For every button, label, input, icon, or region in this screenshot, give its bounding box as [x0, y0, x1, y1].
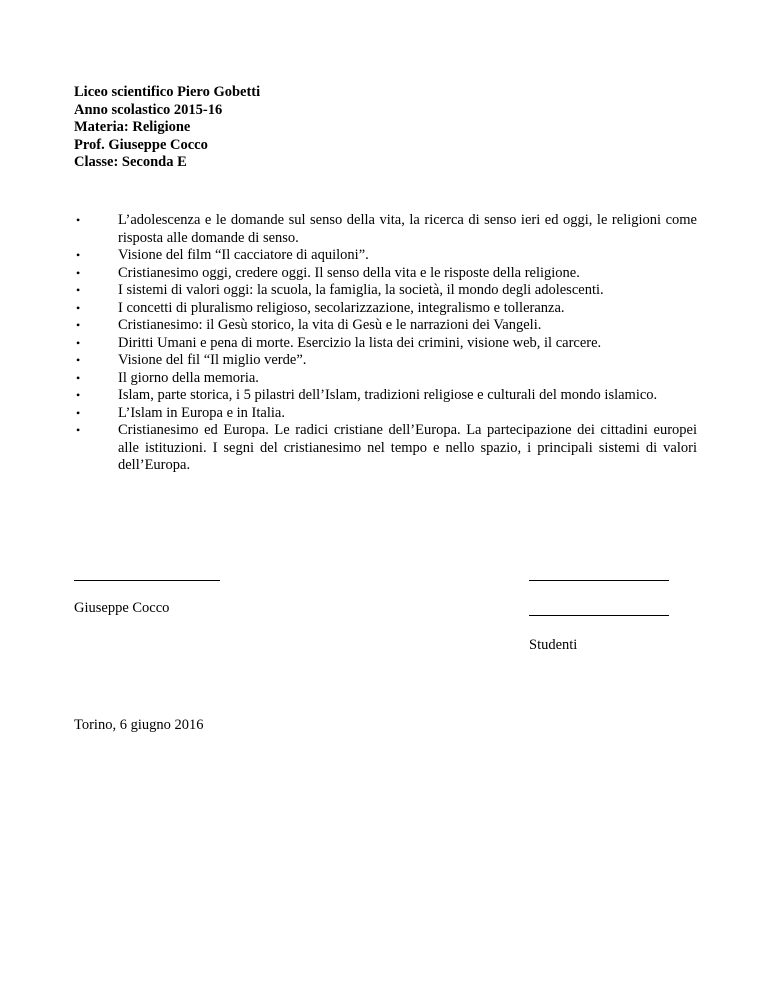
list-item-text: L’adolescenza e le domande sul senso della vita, la ricerca di senso ieri ed oggi, le religioni come risposta alle domande di senso.	[118, 212, 697, 246]
school-year: Anno scolastico 2015-16	[74, 101, 223, 118]
bullet-icon: •	[76, 300, 81, 315]
document-header	[74, 84, 714, 172]
bullet-icon: •	[76, 335, 81, 350]
list-item-text: Cristianesimo oggi, credere oggi. Il senso della vita e le risposte della religione.	[118, 264, 580, 281]
bullet-icon: •	[76, 265, 81, 280]
list-item	[75, 370, 697, 388]
bullet-icon: •	[76, 405, 81, 420]
teacher-signature-name: Giuseppe Cocco	[74, 600, 170, 616]
bullet-icon: •	[76, 423, 81, 437]
students-signature-label: Studenti	[529, 637, 578, 653]
list-item-text: Visione del fil “Il miglio verde”.	[118, 352, 307, 368]
program-list	[75, 212, 697, 475]
list-item-text: I concetti di pluralismo religioso, secolarizzazione, integralismo e tolleranza.	[118, 299, 565, 316]
teacher: Prof. Giuseppe Cocco	[74, 136, 208, 153]
list-item-text: I sistemi di valori oggi: la scuola, la famiglia, la società, il mondo degli adolescenti.	[118, 282, 604, 298]
bullet-icon: •	[76, 213, 81, 227]
list-item-text: Il giorno della memoria.	[118, 369, 259, 386]
bullet-icon: •	[76, 370, 81, 385]
bullet-icon: •	[76, 388, 81, 402]
teacher-signature-line	[74, 580, 220, 581]
list-item	[75, 247, 697, 265]
list-item	[75, 335, 697, 353]
list-item-text: L’Islam in Europa e in Italia.	[118, 404, 285, 421]
school-name: Liceo scientifico Piero Gobetti	[74, 84, 261, 100]
list-item	[75, 317, 697, 335]
list-item	[75, 265, 697, 283]
list-item-text: Visione del film “Il cacciatore di aquiloni”.	[118, 247, 369, 263]
list-item	[75, 212, 697, 247]
student-signature-line	[529, 580, 669, 581]
list-item	[75, 352, 697, 370]
list-item	[75, 300, 697, 318]
bullet-icon: •	[76, 353, 81, 367]
bullet-icon: •	[76, 283, 81, 297]
list-item-text: Cristianesimo: il Gesù storico, la vita di Gesù e le narrazioni dei Vangeli.	[118, 317, 542, 333]
subject: Materia: Religione	[74, 119, 191, 135]
list-item-text: Diritti Umani e pena di morte. Esercizio la lista dei crimini, visione web, il carcere.	[118, 334, 602, 351]
list-item	[75, 282, 697, 300]
class-name: Classe: Seconda E	[74, 154, 187, 170]
list-item	[75, 422, 697, 475]
bullet-icon: •	[76, 248, 81, 262]
list-item	[75, 387, 697, 405]
student-signature-line	[529, 615, 669, 616]
bullet-icon: •	[76, 318, 81, 332]
list-item	[75, 405, 697, 423]
place-and-date: Torino, 6 giugno 2016	[74, 717, 204, 733]
list-item-text: Cristianesimo ed Europa. Le radici cristiane dell’Europa. La partecipazione dei cittadini europei alle istituzioni. I segni del cristianesimo nel tempo e nello spazio, i principali sistemi di valori dell’Europa.	[118, 422, 697, 473]
list-item-text: Islam, parte storica, i 5 pilastri dell’Islam, tradizioni religiose e culturali del mondo islamico.	[118, 387, 658, 403]
